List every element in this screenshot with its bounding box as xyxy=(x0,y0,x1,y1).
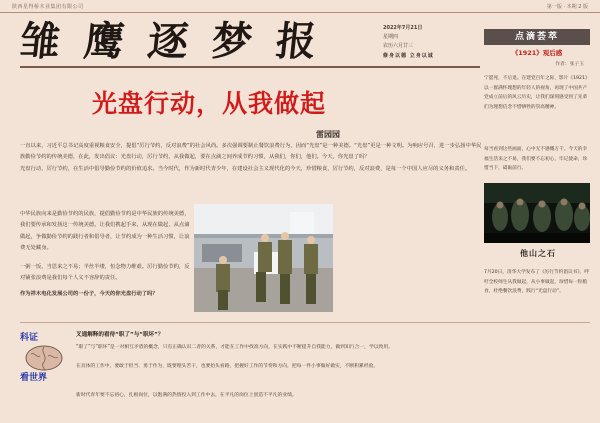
badge-label-bottom: 看世界 xyxy=(20,373,48,383)
article-author: 雷园园 xyxy=(316,130,340,139)
science-badge xyxy=(20,330,68,415)
issue-info xyxy=(383,24,473,51)
film-review-byline: 作者：张子玉 xyxy=(555,62,584,67)
headline-slogan: 光盘行动，从我做起 xyxy=(92,89,327,118)
company-name: 陕西星得桥木业集团有限公司 xyxy=(12,4,84,10)
header-rule xyxy=(0,12,600,13)
film-review-text: 每当看到这些画面，心中无不感慨万千。今天的幸福生活来之不易，我们要不忘初心，牢记使命，珍惜当下，砥砺前行。 xyxy=(484,147,588,172)
section-title-highlights: 点滴荟萃 xyxy=(514,32,559,42)
issue-lunar-date: 农历六月廿三 xyxy=(383,43,414,49)
page-header xyxy=(0,0,600,16)
masthead-motto: 修身以德 立身以诚 xyxy=(383,53,434,59)
page-info: 第一版 · 本期 2 版 xyxy=(546,4,588,10)
badge-label-top: 科证 xyxy=(20,333,39,343)
bottom-article-text: “职了”与“职坏”是一对相互矛盾的概念，只有正确认识二者的关系，才能在工作中找准方向，在实践中不断提升自我能力，做到知行合一，学以致用。 xyxy=(76,345,393,350)
canteen-photo xyxy=(194,204,333,312)
masthead-rule xyxy=(20,66,480,68)
bottom-article-text: 在具体的工作中，要敢于担当、勇于作为，既要埋头苦干，也要抬头看路，把握好工作的节奏和方向，把每一件小事做好做实，不断积累经验。 xyxy=(76,364,379,369)
article-paragraph: 光盘行动，厉行节约，在生活中倡导勤俭节约的价值追求。当今时代，作为新时代青少年，在建设社会主义现代化的今天，珍惜粮食，厉行节约，反对浪费，是每一个中国人应尽的义务和责任。 xyxy=(20,166,471,172)
newspaper-title: 雏鹰逐梦报 xyxy=(17,18,343,65)
issue-weekday: 星期四 xyxy=(383,34,399,40)
film-review-title: 《1921》观后感 xyxy=(511,49,563,57)
section-header-highlights xyxy=(484,29,590,45)
section-title-other-mountains: 他山之石 xyxy=(520,249,556,258)
section-divider xyxy=(20,322,590,323)
canteen-photo-image xyxy=(194,204,333,312)
bottom-article-text: 新时代青年要不忘初心，扎根岗位，以饱满的热情投入到工作中去，在平凡的岗位上创造不平凡的业绩。 xyxy=(76,393,297,398)
news-brief-text: 7月20日，清华大学发布了《厉行节约倡议书》，呼吁全校师生从我做起，从小事做起，珍惜每一粒粮食，杜绝餐饮浪费，践行“光盘行动”。 xyxy=(484,270,590,295)
article-closing-question: 作为祥木电化发展公司的一份子，今天的你光盘行动了吗？ xyxy=(20,291,158,297)
issue-date: 2022年7月21日 xyxy=(383,25,423,31)
masthead xyxy=(17,18,380,66)
bottom-article-title: 叉通解释的看待“职了”与“职坏”？ xyxy=(76,332,164,338)
film-still-image xyxy=(484,183,590,243)
article-paragraph: 一直以来，习近平总书记高度重视粮食安全，提倡“厉行节约，反对浪费”的社会风尚。多次强调要制止餐饮浪费行为，因而“光盘”是一种美德。“光盘”更是一种文明。为响应号召，进一步弘扬中华民族勤俭节约的传统美德，在此，发出倡议：光盘行动，厉行节约，从我做起，要在点滴之间养成节约习惯，从我们，你们，他们。今天，你光盘了吗？ xyxy=(20,143,482,161)
film-review-text: 宁愿死，不后退。在建党百年之际，影片《1921》以一群满怀理想的年轻人的视角，再现了中国共产党成立前后的风云历史，让我们深刻感受到了先辈们为理想信念不惜牺牲的崇高精神。 xyxy=(484,76,590,110)
article-paragraph: 一粥一饭，当思来之不易；半丝半缕，恒念物力维艰。厉行勤俭节约，反对铺张浪费是我们每个人义不容辞的责任。 xyxy=(20,264,190,282)
film-still-graphic xyxy=(484,183,590,243)
brain-icon xyxy=(24,344,64,372)
article-paragraph: 中华民族向来是勤俭节约的民族，提倡勤俭节约是中华民族的传统美德，我们要传承和发扬这一传统美德。让我们携起手来，从现在做起，从点滴做起，争做勤俭节约的践行者和倡导者，让节约成为一种生活习惯，让浪费无处藏身。 xyxy=(20,211,190,251)
